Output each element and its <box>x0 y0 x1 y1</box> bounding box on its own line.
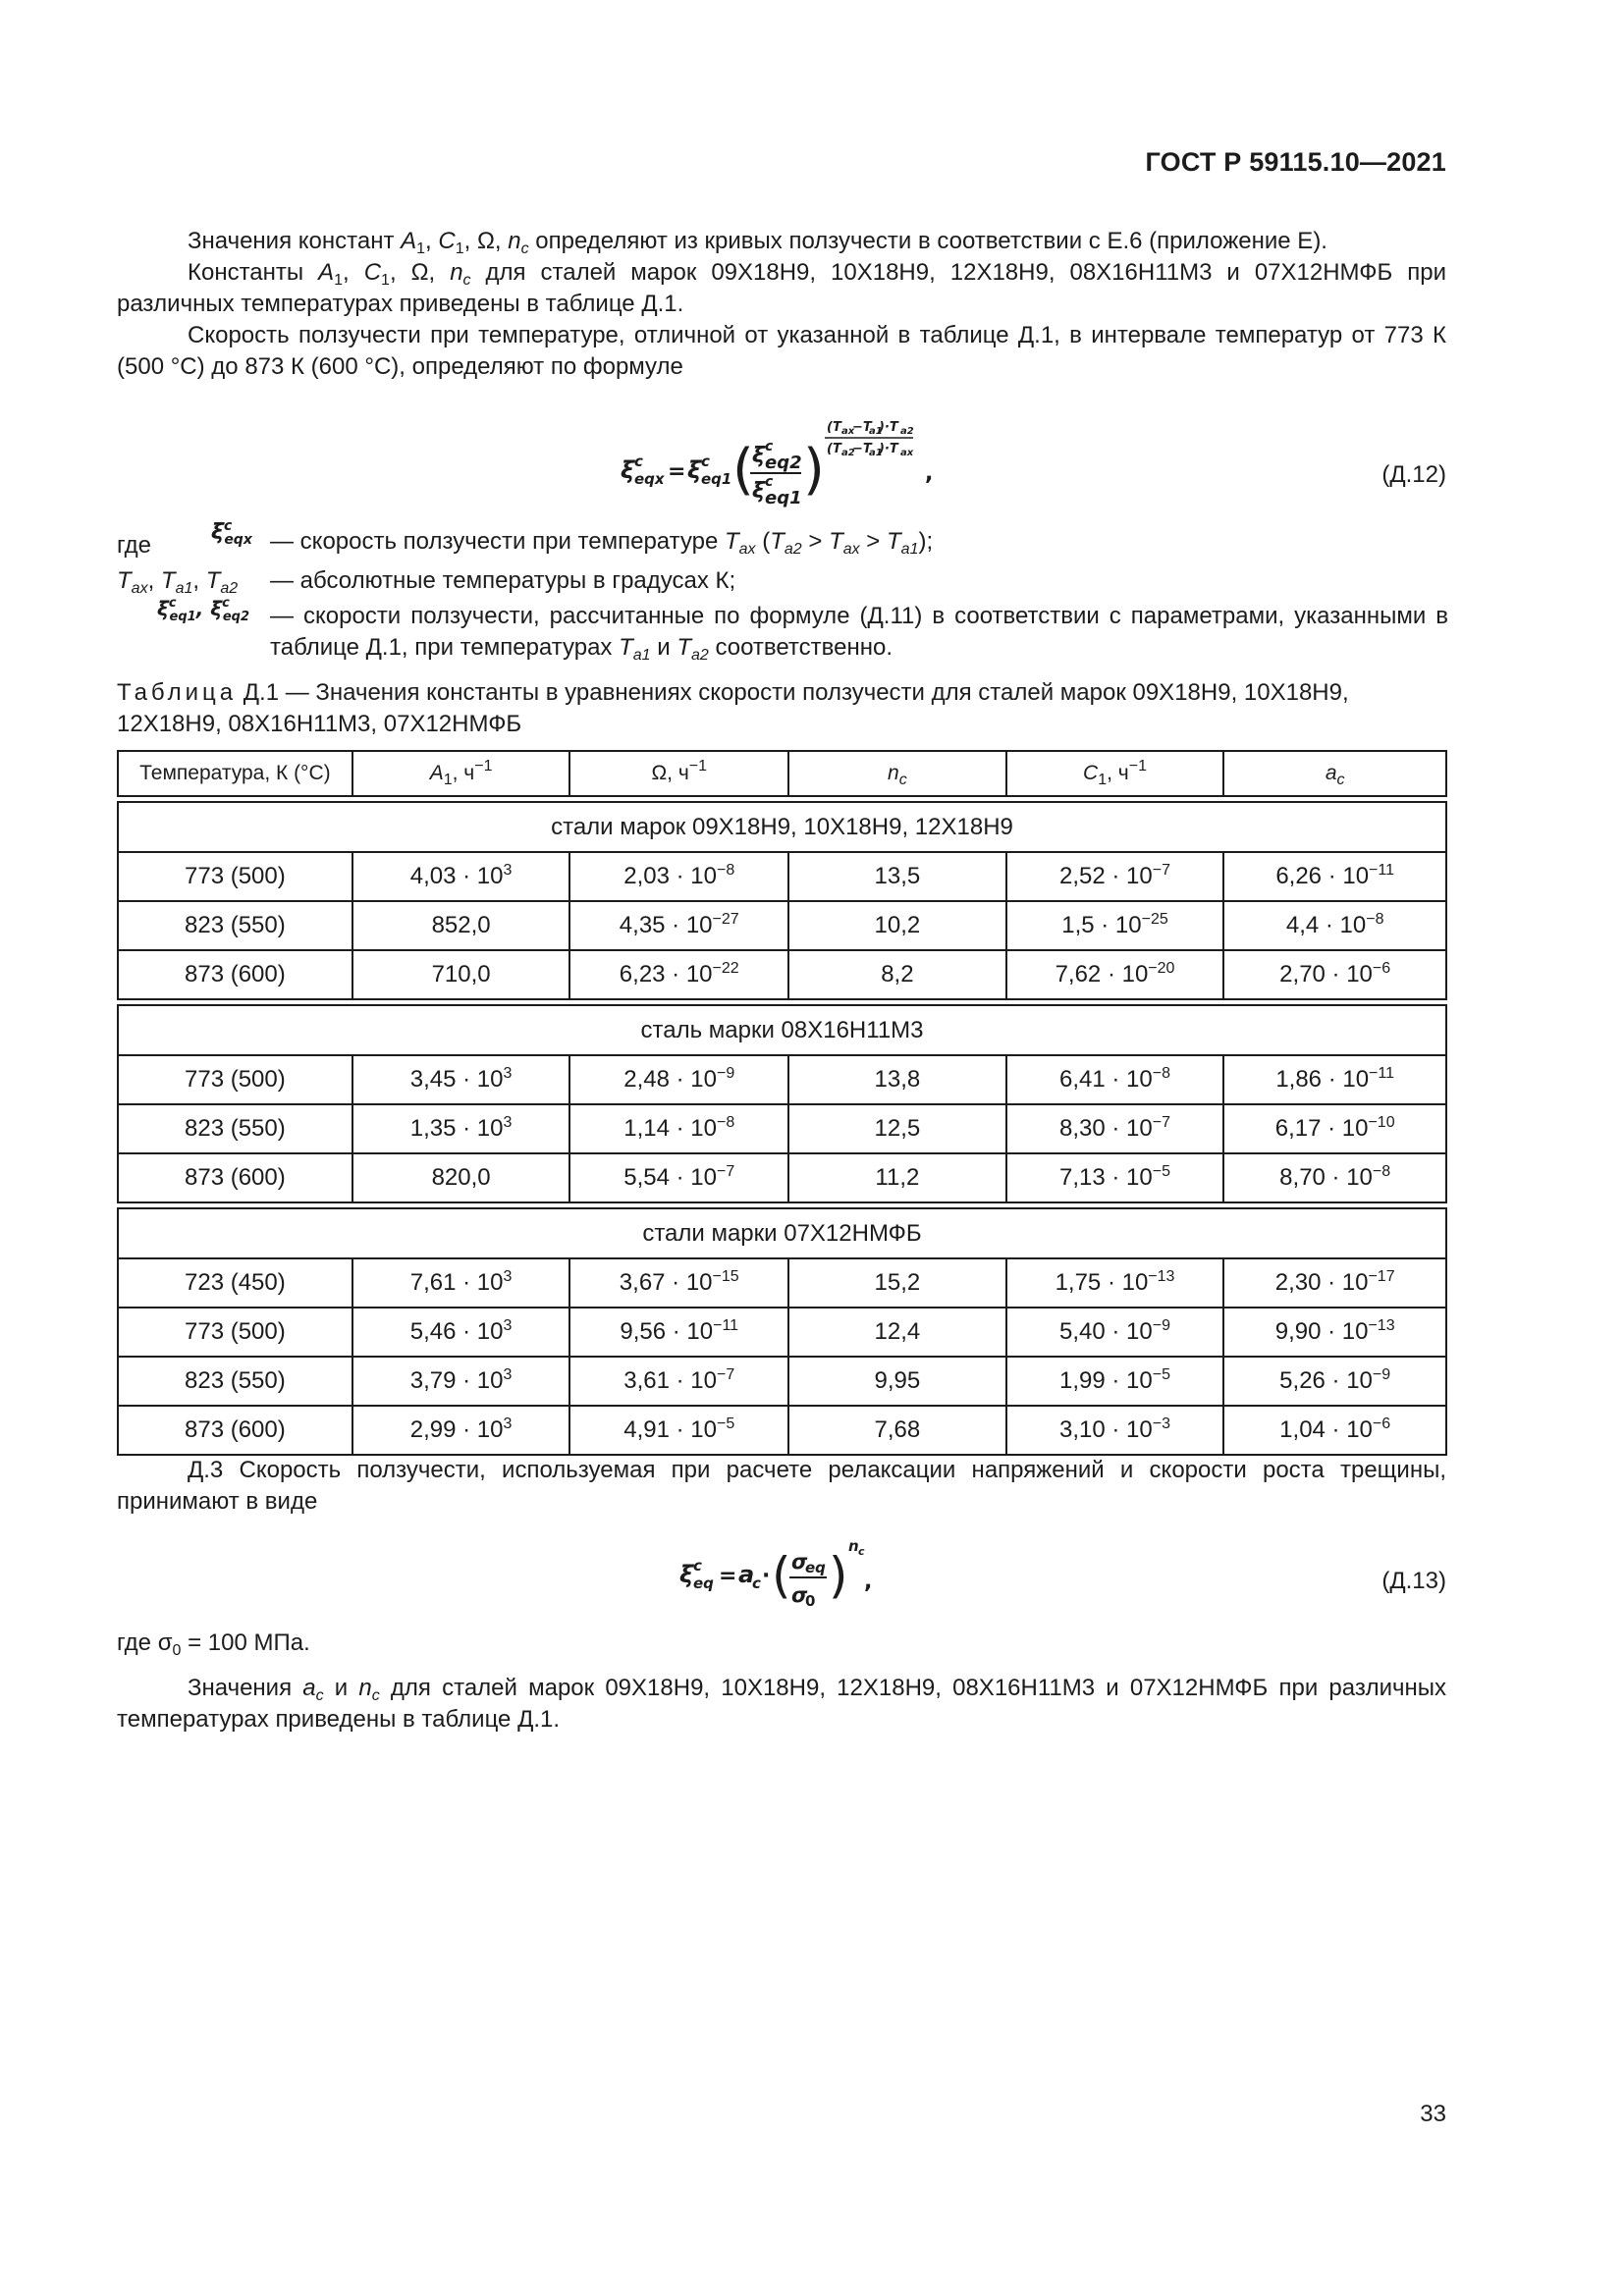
cell-exponent: −9 <box>1152 1317 1170 1334</box>
cell-c1 <box>1006 1357 1224 1406</box>
cell-mantissa: 4,91 · 10 <box>623 1416 717 1443</box>
cell-a1 <box>352 1406 570 1455</box>
cell-a1 <box>352 852 570 901</box>
cell-ac <box>1223 852 1446 901</box>
cell-exponent: 3 <box>503 1415 513 1432</box>
cell-nc: 10,2 <box>788 901 1006 950</box>
cell-ac <box>1223 1055 1446 1104</box>
header-ac: $a_c$ <box>1223 751 1446 796</box>
where-item-3: — скорости ползучести, рассчитанные по формуле (Д.11) в соответствии с параметрами, указанными в таблице Д.1, при температурах $T_{a1}$ и $T_{a2}$ соответственно. <box>270 603 1449 664</box>
cell-mantissa: 1,5 · 10 <box>1061 912 1142 938</box>
cell-mantissa: 820,0 <box>431 1164 491 1191</box>
header-omega: Ω, $ч^{-1}$ <box>569 751 788 796</box>
svg-text:a: a <box>738 1561 755 1588</box>
cell-mantissa: 4,4 · 10 <box>1285 912 1367 938</box>
cell-omega <box>569 1357 788 1406</box>
svg-text:c: c <box>765 474 774 490</box>
cell-exponent: −9 <box>716 1065 735 1082</box>
cell-ac <box>1223 1258 1446 1308</box>
cell-a1 <box>352 1104 570 1153</box>
where-sigma0: где $\sigma_0 = 100$ МПа. <box>117 1629 310 1659</box>
cell-mantissa: 6,41 · 10 <box>1059 1066 1153 1093</box>
cell-c1 <box>1006 1308 1224 1357</box>
svg-text:c: c <box>634 453 643 470</box>
table-row <box>118 1308 1446 1357</box>
where-symbols-temps: $T_{ax}$, $T_{a1}$, $T_{a2}$ <box>117 567 239 597</box>
cell-nc: 7,68 <box>788 1406 1006 1455</box>
cell-temperature: 823 (550) <box>118 1104 352 1153</box>
cell-mantissa: 1,35 · 10 <box>409 1115 504 1142</box>
header-temperature: Температура, К (°С) <box>118 751 352 796</box>
cell-temperature: 823 (550) <box>118 901 352 950</box>
formula-d12 <box>619 407 962 515</box>
table-row <box>118 1055 1446 1104</box>
cell-omega <box>569 1258 788 1308</box>
cell-mantissa: 3,61 · 10 <box>623 1367 717 1394</box>
cell-omega <box>569 1406 788 1455</box>
cell-mantissa: 4,35 · 10 <box>619 912 713 938</box>
cell-exponent: 3 <box>503 1065 513 1082</box>
table-row <box>118 901 1446 950</box>
table-row <box>118 1357 1446 1406</box>
svg-text:−T: −T <box>852 420 872 435</box>
cell-exponent: −11 <box>1369 862 1394 879</box>
cell-exponent: −7 <box>716 1163 735 1180</box>
cell-exponent: 3 <box>503 862 513 879</box>
cell-exponent: −25 <box>1141 911 1168 928</box>
cell-nc: 15,2 <box>788 1258 1006 1308</box>
equation-number-d12: (Д.12) <box>1381 461 1446 488</box>
svg-text:c: c <box>858 1545 865 1558</box>
cell-mantissa: 852,0 <box>431 912 491 938</box>
cell-temperature: 873 (600) <box>118 950 352 999</box>
cell-exponent: −7 <box>1152 862 1170 879</box>
svg-text:a1: a1 <box>869 426 883 437</box>
svg-text:eq: eq <box>693 1575 714 1592</box>
svg-text:·: · <box>762 1564 771 1588</box>
where-label: где <box>117 532 152 559</box>
cell-nc: 9,95 <box>788 1357 1006 1406</box>
cell-exponent: 3 <box>503 1114 513 1131</box>
table-row <box>118 1406 1446 1455</box>
svg-text:n: n <box>848 1537 859 1555</box>
cell-nc: 12,4 <box>788 1308 1006 1357</box>
cell-temperature: 773 (500) <box>118 1055 352 1104</box>
svg-text:=: = <box>719 1564 737 1588</box>
svg-text:(T: (T <box>827 420 841 435</box>
svg-text:): ) <box>829 1547 848 1604</box>
cell-omega <box>569 1104 788 1153</box>
cell-ac <box>1223 901 1446 950</box>
cell-ac <box>1223 1357 1446 1406</box>
svg-text:a2: a2 <box>900 426 914 437</box>
svg-text:,: , <box>925 461 934 486</box>
cell-mantissa: 1,14 · 10 <box>623 1115 717 1142</box>
table-body <box>118 796 1446 1455</box>
cell-nc: 11,2 <box>788 1153 1006 1202</box>
cell-ac <box>1223 1308 1446 1357</box>
cell-exponent: −8 <box>1152 1065 1170 1082</box>
cell-mantissa: 710,0 <box>431 961 491 988</box>
svg-text:−T: −T <box>852 442 872 456</box>
cell-a1 <box>352 1308 570 1357</box>
cell-exponent: −17 <box>1368 1268 1395 1285</box>
cell-mantissa: 2,30 · 10 <box>1274 1269 1369 1296</box>
cell-mantissa: 3,10 · 10 <box>1059 1416 1153 1443</box>
cell-nc: 13,5 <box>788 852 1006 901</box>
paragraph-creep-rate: Скорость ползучести при температуре, отличной от указанной в таблице Д.1, в интервале температур от 773 К (500 °С) до 873 К (600 °С), определяют по формуле <box>117 322 1446 380</box>
cell-mantissa: 1,75 · 10 <box>1055 1269 1149 1296</box>
cell-exponent: 3 <box>503 1268 513 1285</box>
svg-text:eq: eq <box>805 1559 826 1576</box>
svg-text:0: 0 <box>805 1592 816 1610</box>
header-c1: $C_1$, $ч^{-1}$ <box>1006 751 1224 796</box>
cell-omega <box>569 852 788 901</box>
group-title-row <box>118 802 1446 852</box>
cell-a1 <box>352 950 570 999</box>
svg-text:)·T: )·T <box>879 442 898 456</box>
cell-c1 <box>1006 1258 1224 1308</box>
cell-exponent: −13 <box>1148 1268 1175 1285</box>
cell-ac <box>1223 1406 1446 1455</box>
svg-text:σ: σ <box>791 1583 808 1607</box>
cell-mantissa: 3,67 · 10 <box>619 1269 713 1296</box>
cell-temperature: 823 (550) <box>118 1357 352 1406</box>
svg-text:σ: σ <box>791 1550 808 1574</box>
cell-exponent: −11 <box>713 1317 739 1334</box>
header-nc: $n_c$ <box>788 751 1006 796</box>
svg-text:(: ( <box>732 438 754 502</box>
cell-ac <box>1223 1153 1446 1202</box>
cell-mantissa: 1,86 · 10 <box>1275 1066 1370 1093</box>
cell-mantissa: 2,52 · 10 <box>1059 863 1153 889</box>
svg-text:c: c <box>701 453 710 470</box>
cell-exponent: −7 <box>716 1366 735 1383</box>
paragraph-d3: Д.3 Скорость ползучести, используемая при расчете релаксации напряжений и скорости роста трещины, принимают в виде <box>117 1457 1446 1515</box>
cell-exponent: 3 <box>503 1366 513 1383</box>
cell-nc: 8,2 <box>788 950 1006 999</box>
doc-code-header: ГОСТ Р 59115.10—2021 <box>1145 147 1446 177</box>
cell-mantissa: 6,26 · 10 <box>1275 863 1370 889</box>
cell-c1 <box>1006 901 1224 950</box>
cell-mantissa: 9,56 · 10 <box>620 1318 714 1345</box>
cell-ac <box>1223 950 1446 999</box>
formula-d13-graphic <box>677 1531 913 1620</box>
table-row <box>118 1258 1446 1308</box>
svg-text:eqx: eqx <box>634 470 665 488</box>
cell-exponent: −13 <box>1368 1317 1395 1334</box>
cell-temperature: 873 (600) <box>118 1406 352 1455</box>
table-row <box>118 1104 1446 1153</box>
svg-text:ξ: ξ <box>679 1561 694 1588</box>
svg-text:a2: a2 <box>841 448 855 458</box>
svg-text:a1: a1 <box>869 448 883 458</box>
cell-c1 <box>1006 1104 1224 1153</box>
cell-mantissa: 7,61 · 10 <box>409 1269 504 1296</box>
cell-temperature: 723 (450) <box>118 1258 352 1308</box>
svg-text:ξ: ξ <box>621 456 635 484</box>
svg-text:=: = <box>668 459 686 484</box>
cell-c1 <box>1006 852 1224 901</box>
cell-mantissa: 5,26 · 10 <box>1279 1367 1373 1394</box>
where-item-1: — скорость ползучести при температуре $T_{ax}$ $(T_{a2} > T_{ax} > T_{a1})$; <box>270 528 934 558</box>
cell-omega <box>569 1153 788 1202</box>
svg-text:): ) <box>803 438 825 502</box>
cell-mantissa: 2,48 · 10 <box>623 1066 717 1093</box>
formula-d12-graphic <box>619 407 962 515</box>
cell-exponent: −8 <box>1366 911 1384 928</box>
cell-c1 <box>1006 1406 1224 1455</box>
intro-text <box>117 226 1446 383</box>
cell-mantissa: 7,62 · 10 <box>1055 961 1149 988</box>
cell-mantissa: 1,04 · 10 <box>1279 1416 1373 1443</box>
cell-exponent: −6 <box>1372 1415 1391 1432</box>
cell-exponent: −20 <box>1148 960 1175 977</box>
cell-mantissa: 5,54 · 10 <box>623 1164 717 1191</box>
cell-exponent: −9 <box>1372 1366 1391 1383</box>
group-title-row <box>118 1208 1446 1258</box>
cell-a1 <box>352 1055 570 1104</box>
cell-c1 <box>1006 1055 1224 1104</box>
cell-mantissa: 9,90 · 10 <box>1274 1318 1369 1345</box>
cell-c1 <box>1006 950 1224 999</box>
cell-mantissa: 3,79 · 10 <box>409 1367 504 1394</box>
cell-exponent: −22 <box>712 960 739 977</box>
symbol-xi-eqx: $\xi^c_{eqx}$ <box>211 518 252 548</box>
table-caption: Таблица Д.1 — Значения константы в уравнениях скорости ползучести для сталей марок 09Х18Н9, 10Х18Н9, 12Х18Н9, 08Х16Н11М3, 07Х12НМФБ <box>117 679 1349 737</box>
svg-text:(T: (T <box>827 442 841 456</box>
cell-nc: 13,8 <box>788 1055 1006 1104</box>
cell-exponent: −8 <box>716 862 735 879</box>
formula-d13 <box>677 1531 913 1620</box>
cell-mantissa: 2,03 · 10 <box>623 863 717 889</box>
cell-a1 <box>352 1153 570 1202</box>
final-text <box>117 1673 1446 1735</box>
cell-mantissa: 8,30 · 10 <box>1059 1115 1153 1142</box>
cell-ac <box>1223 1104 1446 1153</box>
cell-mantissa: 3,45 · 10 <box>409 1066 504 1093</box>
cell-exponent: −7 <box>1152 1114 1170 1131</box>
paragraph-constants-source: Значения констант $A_1$, $C_1$, Ω, $n_c$ определяют из кривых ползучести в соответствии с Е.6 (приложение Е). <box>188 228 1327 257</box>
svg-text:c: c <box>752 1575 761 1592</box>
svg-text:)·T: )·T <box>879 420 898 435</box>
paragraph-constants-table: Константы $A_1$, $C_1$, Ω, $n_c$ для сталей марок 09Х18Н9, 10Х18Н9, 12Х18Н9, 08Х16Н11М3 и 07Х12НМФБ при различных температурах приведены в таблице Д.1. <box>117 259 1446 317</box>
cell-nc: 12,5 <box>788 1104 1006 1153</box>
cell-mantissa: 6,23 · 10 <box>619 961 713 988</box>
symbol-xi-eq1-eq2: $\xi^c_{eq1}$, $\xi^c_{eq2}$ <box>157 596 249 624</box>
table-row <box>118 950 1446 999</box>
svg-text:ξ: ξ <box>752 479 765 504</box>
table-row <box>118 1153 1446 1202</box>
cell-exponent: −8 <box>1372 1163 1391 1180</box>
cell-temperature: 773 (500) <box>118 852 352 901</box>
svg-text:ξ: ξ <box>752 444 765 468</box>
svg-text:eq2: eq2 <box>765 453 802 473</box>
cell-omega <box>569 950 788 999</box>
cell-mantissa: 2,70 · 10 <box>1279 961 1373 988</box>
cell-a1 <box>352 1357 570 1406</box>
svg-text:ax: ax <box>900 448 914 458</box>
cell-a1 <box>352 1258 570 1308</box>
svg-text:c: c <box>693 1557 702 1575</box>
group-title-row <box>118 1005 1446 1055</box>
cell-mantissa: 5,46 · 10 <box>409 1318 504 1345</box>
cell-exponent: −6 <box>1372 960 1391 977</box>
svg-text:ξ: ξ <box>687 456 702 484</box>
cell-exponent: −5 <box>1152 1163 1170 1180</box>
group-title: сталь марки 08Х16Н11М3 <box>118 1005 1446 1055</box>
cell-exponent: −8 <box>716 1114 735 1131</box>
cell-temperature: 773 (500) <box>118 1308 352 1357</box>
cell-a1 <box>352 901 570 950</box>
cell-mantissa: 5,40 · 10 <box>1059 1318 1153 1345</box>
section-d3-text <box>117 1455 1446 1518</box>
table-header-row <box>118 751 1446 796</box>
creep-constants-table <box>117 750 1447 1456</box>
cell-exponent: −5 <box>1152 1366 1170 1383</box>
svg-text:ax: ax <box>841 426 855 437</box>
group-title: стали марок 09Х18Н9, 10Х18Н9, 12Х18Н9 <box>118 802 1446 852</box>
paragraph-ac-nc: Значения $a_c$ и $n_c$ для сталей марок 09Х18Н9, 10Х18Н9, 12Х18Н9, 08Х16Н11М3 и 07Х12НМФБ при различных температурах приведены в таблице Д.1. <box>117 1675 1446 1733</box>
svg-text:eq1: eq1 <box>701 470 732 488</box>
cell-mantissa: 4,03 · 10 <box>409 863 504 889</box>
cell-exponent: −3 <box>1152 1415 1170 1432</box>
equation-number-d13: (Д.13) <box>1381 1568 1446 1594</box>
cell-exponent: 3 <box>503 1317 513 1334</box>
cell-mantissa: 1,99 · 10 <box>1059 1367 1153 1394</box>
cell-temperature: 873 (600) <box>118 1153 352 1202</box>
cell-mantissa: 7,13 · 10 <box>1059 1164 1153 1191</box>
where-item-2: — абсолютные температуры в градусах К; <box>270 567 736 594</box>
cell-omega <box>569 1055 788 1104</box>
cell-mantissa: 8,70 · 10 <box>1279 1164 1373 1191</box>
cell-c1 <box>1006 1153 1224 1202</box>
svg-text:(: ( <box>772 1547 791 1604</box>
cell-exponent: −27 <box>712 911 739 928</box>
group-title: стали марки 07Х12НМФБ <box>118 1208 1446 1258</box>
cell-exponent: −11 <box>1369 1065 1394 1082</box>
cell-mantissa: 2,99 · 10 <box>409 1416 504 1443</box>
cell-exponent: −15 <box>712 1268 739 1285</box>
cell-mantissa: 6,17 · 10 <box>1274 1115 1369 1142</box>
cell-exponent: −5 <box>716 1415 735 1432</box>
cell-omega <box>569 901 788 950</box>
svg-text:,: , <box>864 1570 873 1594</box>
header-a1: $A_1$, $ч^{-1}$ <box>352 751 570 796</box>
table-row <box>118 852 1446 901</box>
cell-exponent: −10 <box>1368 1114 1395 1131</box>
cell-omega <box>569 1308 788 1357</box>
svg-text:c: c <box>765 439 774 454</box>
page-number: 33 <box>1420 2101 1446 2127</box>
svg-text:eq1: eq1 <box>765 488 802 508</box>
